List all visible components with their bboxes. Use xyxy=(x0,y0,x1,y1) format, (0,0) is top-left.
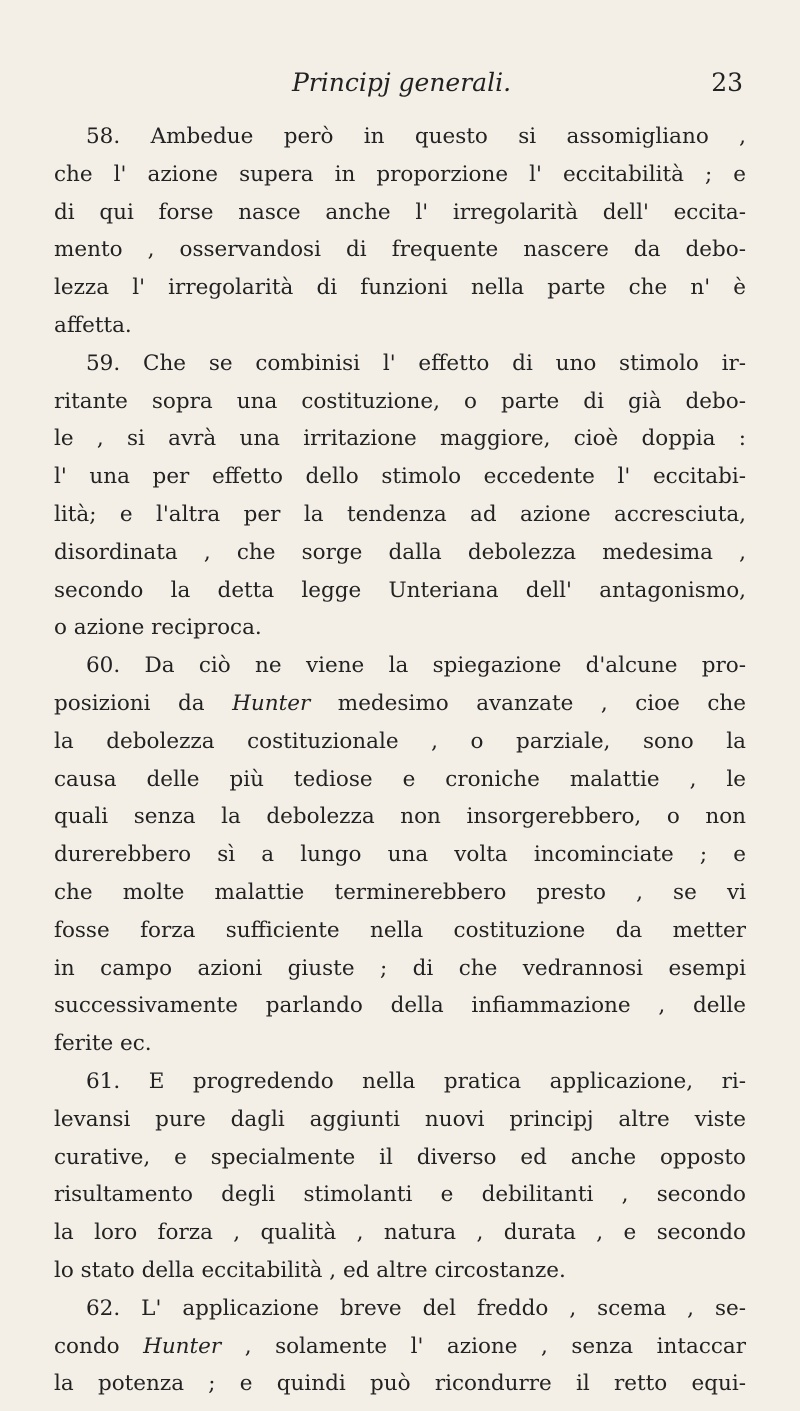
text-line: ferite ec. xyxy=(54,1031,152,1057)
text-line: causa delle più tediose e croniche malattie , le xyxy=(54,766,746,792)
text-line: fosse forza sufficiente nella costituzione da metter xyxy=(54,917,746,943)
text-line: la potenza ; e quindi può ricondurre il retto equi- xyxy=(54,1371,746,1397)
text-line: lo stato della eccitabilità , ed altre circostanze. xyxy=(54,1257,566,1283)
text-line: secondo la detta legge Unteriana dell' antagonismo, xyxy=(54,577,746,603)
text-line: che l' azione supera in proporzione l' eccitabilità ; e xyxy=(54,161,746,187)
text-line: in campo azioni giuste ; di che vedrannosi esempi xyxy=(54,955,746,981)
body-text xyxy=(54,118,746,1403)
italic-name: Hunter xyxy=(143,1333,222,1359)
text-segment: medesimo avanzate , cioe che xyxy=(310,690,746,716)
text-line xyxy=(54,685,746,723)
text-segment: posizioni da xyxy=(54,690,233,716)
text-line: la debolezza costituzionale , o parziale, sono la xyxy=(54,728,746,754)
text-line: 59. Che se combinisi l' effetto di uno stimolo ir- xyxy=(86,350,746,376)
text-line: le , si avrà una irritazione maggiore, cioè doppia : xyxy=(54,426,746,452)
italic-name: Hunter xyxy=(232,690,311,716)
text-line: la loro forza , qualità , natura , durata , e secondo xyxy=(54,1220,746,1246)
text-line: di qui forse nasce anche l' irregolarità dell' eccita- xyxy=(54,199,746,225)
text-line: lità; e l'altra per la tendenza ad azione accresciuta, xyxy=(54,501,746,527)
text-line: che molte malattie terminerebbero presto , se vi xyxy=(54,879,746,905)
text-segment: condo xyxy=(54,1333,144,1359)
text-line: ritante sopra una costituzione, o parte di già debo- xyxy=(54,388,746,414)
text-line: durerebbero sì a lungo una volta incominciate ; e xyxy=(54,842,746,868)
text-line: mento , osservandosi di frequente nascere da debo- xyxy=(54,237,746,263)
text-line: 58. Ambedue però in questo si assomigliano , xyxy=(86,124,746,149)
text-line: 61. E progredendo nella pratica applicazione, ri- xyxy=(86,1068,746,1094)
text-line: disordinata , che sorge dalla debolezza medesima , xyxy=(54,539,746,565)
text-line: quali senza la debolezza non insorgerebbero, o non xyxy=(54,804,746,830)
text-line: o azione reciproca. xyxy=(54,615,262,641)
page-header xyxy=(60,66,743,106)
text-line: l' una per effetto dello stimolo eccedente l' eccitabi- xyxy=(54,464,746,490)
text-line: curative, e specialmente il diverso ed anche opposto xyxy=(54,1144,746,1170)
text-line xyxy=(54,1328,746,1366)
text-line: 60. Da ciò ne viene la spiegazione d'alcune pro- xyxy=(86,653,746,679)
running-title: Principj generali. xyxy=(291,68,512,97)
page-number: 23 xyxy=(711,68,743,97)
text-line: levansi pure dagli aggiunti nuovi principj altre viste xyxy=(54,1106,746,1132)
text-line: lezza l' irregolarità di funzioni nella parte che n' è xyxy=(54,275,746,301)
text-line: successivamente parlando della infiammazione , delle xyxy=(54,993,746,1019)
text-segment: , solamente l' azione , senza intaccar xyxy=(221,1333,746,1359)
text-line: risultamento degli stimolanti e debilitanti , secondo xyxy=(54,1182,746,1208)
text-line: 62. L' applicazione breve del freddo , scema , se- xyxy=(86,1295,746,1321)
text-line: affetta. xyxy=(54,312,132,338)
